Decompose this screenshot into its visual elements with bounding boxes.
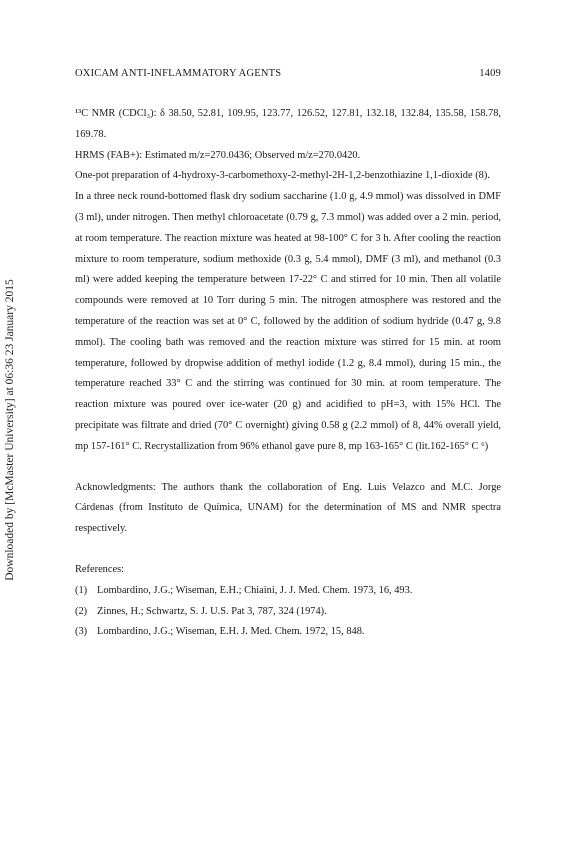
reference-text: Zinnes, H.; Schwartz, S. J. U.S. Pat 3, 787, 324 (1974).	[97, 605, 327, 617]
references-heading: References:	[75, 563, 125, 575]
one-pot-title: One-pot preparation of 4-hydroxy-3-carbomethoxy-2-methyl-2H-1,2-benzothiazine 1,1-dioxide (8).	[75, 170, 490, 182]
nmr-data-paragraph: ¹³C NMR (CDCl₃): δ 38.50, 52.81, 109.95, 123.77, 126.52, 127.81, 132.18, 132.84, 135.58, 158.78, 169.78.	[75, 108, 501, 140]
reference-number: (1)	[75, 584, 88, 596]
reference-item	[75, 622, 501, 643]
running-title: OXICAM ANTI-INFLAMMATORY AGENTS	[75, 68, 282, 79]
download-watermark-text: Downloaded by [McMaster University] at 06:36 23 January 2015	[4, 279, 16, 581]
reference-text: Lombardino, J.G.; Wiseman, E.H.; Chiaini, J. J. Med. Chem. 1973, 16, 493.	[97, 584, 413, 596]
reference-number: (3)	[75, 626, 88, 638]
acknowledgments-paragraph: Acknowledgments: The authors thank the collaboration of Eng. Luis Velazco and M.C. Jorge Cárdenas (from Instituto de Química, UNAM) for the determination of MS and NMR spectra respectively.	[75, 481, 501, 535]
page-body	[75, 104, 501, 643]
reference-item	[75, 602, 501, 623]
reference-item	[75, 581, 501, 602]
page-number: 1409	[479, 68, 501, 79]
procedure-paragraph: In a three neck round-bottomed flask dry sodium saccharine (1.0 g, 4.9 mmol) was dissolved in DMF (3 ml), under nitrogen. Then methyl chloroacetate (0.79 g, 7.3 mmol) was added over a 2 min. period, at room temperature. The reaction mixture was heated at 98-100° C for 3 h. After cooling the reaction mixture to room temperature, sodium methoxide (0.3 g, 5.4 mmol), DMF (3 ml), and methanol (0.3 ml) were added keeping the temperature between 17-22° C and stirred for 10 min. Then all volatile compounds were removed at 10 Torr during 5 min. The nitrogen atmosphere was restored and the temperature of the reaction was set at 0° C, followed by the addition of sodium hydride (0.47 g, 9.8 mmol). The cooling bath was removed and the reaction mixture was stirred for 15 min. at room temperature, followed by dropwise addition of methyl iodide (1.2 g, 8.4 mmol), during 15 min., the temperature reached 33° C and the stirring was continued for 30 min. at room temperature. The reaction mixture was poured over ice-water (20 g) and acidified to pH=3, with 15% HCl. The precipitate was filtrate and dried (70° C overnight) giving 0.58 g (2.2 mmol) of 8, 44% overall yield, mp 157-161° C. Recrystallization from 96% ethanol gave pure 8, mp 163-165° C (lit.162-165° C ⁶)	[75, 191, 501, 452]
hrms-data-paragraph: HRMS (FAB+): Estimated m/z=270.0436; Observed m/z=270.0420.	[75, 149, 361, 161]
download-watermark	[0, 0, 30, 864]
spacer	[75, 540, 501, 560]
spacer	[75, 458, 501, 478]
reference-number: (2)	[75, 605, 88, 617]
reference-text: Lombardino, J.G.; Wiseman, E.H. J. Med. Chem. 1972, 15, 848.	[97, 626, 365, 638]
